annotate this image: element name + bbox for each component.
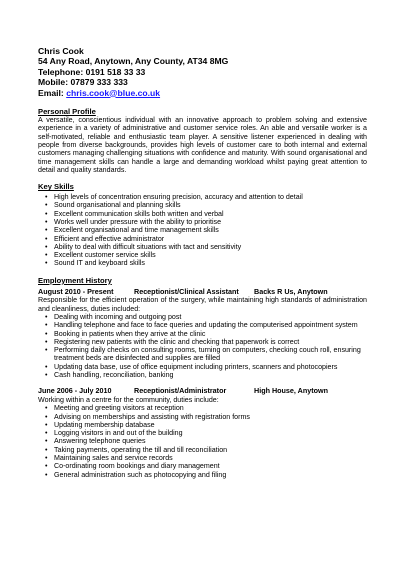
list-item: • Performing daily checks on consulting rooms, turning on computers, checking couch roll, ensuring treatment beds are disinfected and supplies are filled [54, 346, 367, 363]
email-line [38, 88, 367, 98]
key-skills-heading: Key Skills [38, 182, 74, 192]
list-item: • Excellent customer service skills [54, 251, 367, 259]
list-item: • Updating membership database [54, 421, 367, 429]
personal-profile-text: A versatile, conscientious individual with an innovative approach to problem solving and extensive experience in a variety of administrative and customer service roles. An able and versatile worker is a self-motivated, reliable and enthusiastic team player. A sensitive listener experienced in dealing with people from diverse backgrounds, provides high levels of customer care to both internal and external customers managing challenging situations with confidence and maturity. With sound organisational and time management skills can handle a large and demanding workload whilst paying great attention to detail and quality standards. [38, 116, 367, 174]
job-summary: Working within a centre for the community, duties include: [38, 395, 219, 404]
telephone: Telephone: 0191 518 33 33 [38, 66, 146, 77]
list-item: • Works well under pressure with the ability to prioritise [54, 218, 367, 226]
candidate-name: Chris Cook [38, 46, 84, 56]
list-item: • Handling telephone and face to face queries and updating the computerised appointment system [54, 321, 367, 329]
job-duties-list [38, 313, 367, 379]
email-link[interactable]: chris.cook@blue.co.uk [66, 87, 161, 98]
list-item: • Co-ordinating room bookings and diary management [54, 462, 367, 470]
list-item: • General administration such as photocopying and filing [54, 471, 367, 479]
mobile: Mobile: 07879 333 333 [38, 77, 128, 88]
job-dates: June 2006 - July 2010 [38, 386, 112, 396]
list-item: • Answering telephone queries [54, 437, 367, 445]
employment-history-heading: Employment History [38, 275, 112, 285]
address: 54 Any Road, Anytown, Any County, AT34 8MG [38, 56, 229, 67]
job-title: Receptionist/Administrator [134, 386, 227, 396]
list-item: • Efficient and effective administrator [54, 235, 367, 243]
list-item: • High levels of concentration ensuring precision, accuracy and attention to detail [54, 193, 367, 201]
list-item: • Ability to deal with difficult situations with tact and sensitivity [54, 243, 367, 251]
employment-history-section [38, 276, 367, 479]
job-dates: August 2010 - Present [38, 286, 114, 296]
list-item: • Maintaining sales and service records [54, 454, 367, 462]
list-item: • Taking payments, operating the till and till reconciliation [54, 446, 367, 454]
list-item: • Booking in patients when they arrive at the clinic [54, 330, 367, 338]
job-employer: High House, Anytown [254, 386, 329, 396]
list-item: • Updating data base, use of office equipment including printers, scanners and photocopiers [54, 363, 367, 371]
job-employer: Backs R Us, Anytown [254, 286, 328, 296]
list-item: • Meeting and greeting visitors at reception [54, 404, 367, 412]
personal-profile-heading: Personal Profile [38, 107, 96, 117]
job-entry [38, 288, 367, 380]
email-label: Email: [38, 87, 67, 98]
list-item: • Logging visitors in and out of the building [54, 429, 367, 437]
key-skills-section [38, 182, 367, 268]
job-header [38, 387, 367, 396]
list-item: • Excellent organisational and time management skills [54, 226, 367, 234]
list-item: • Excellent communication skills both written and verbal [54, 210, 367, 218]
contact-block [38, 46, 367, 98]
list-item: • Advising on memberships and assisting with registration forms [54, 413, 367, 421]
key-skills-list [38, 193, 367, 268]
job-title: Receptionist/Clinical Assistant [134, 286, 239, 296]
job-entry [38, 387, 367, 479]
job-duties-list [38, 404, 367, 479]
list-item: • Cash handling, reconciliation, banking [54, 371, 367, 379]
job-summary: Responsible for the efficient operation of the surgery, while maintaining high standards of administration and cleanliness, duties included: [38, 296, 367, 313]
list-item: • Sound organisational and planning skills [54, 201, 367, 209]
list-item: • Registering new patients with the clinic and checking that paperwork is correct [54, 338, 367, 346]
job-header [38, 288, 367, 297]
personal-profile-section [38, 107, 367, 174]
list-item: • Sound IT and keyboard skills [54, 259, 367, 267]
list-item: • Dealing with incoming and outgoing post [54, 313, 367, 321]
